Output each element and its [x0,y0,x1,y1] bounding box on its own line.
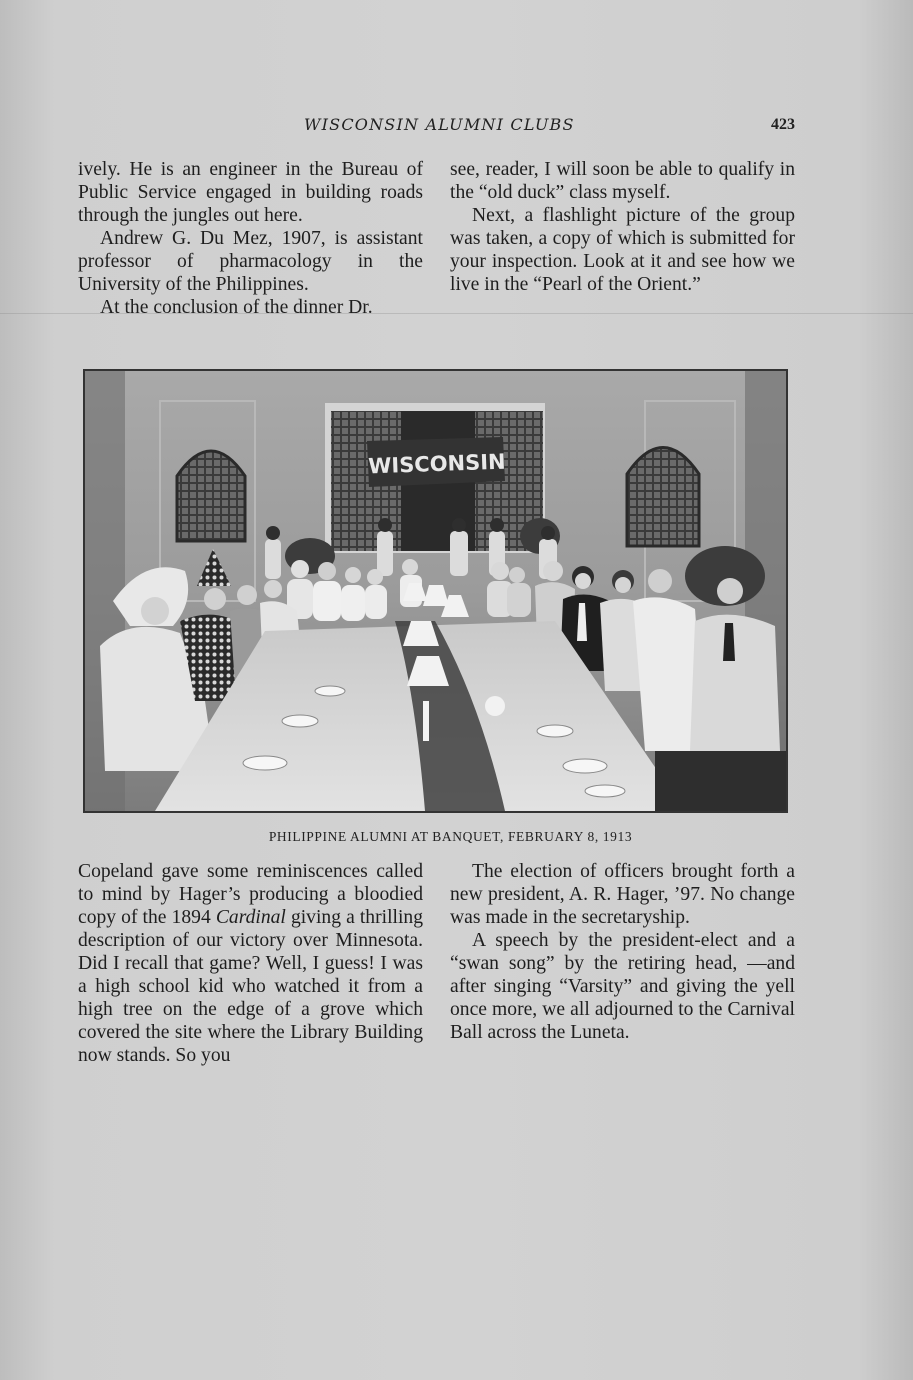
running-title: WISCONSIN ALUMNI CLUBS [304,115,575,134]
paragraph: Andrew G. Du Mez, 1907, is assistant professor of pharmacology in the University of the Philippines. [78,228,423,295]
column-top-left [78,158,423,319]
banner-text: WISCONSIN [367,449,507,479]
column-bottom-left [78,860,423,1067]
column-bottom-right [450,860,795,1044]
paragraph: ively. He is an engineer in the Bureau of Public Service engaged in building roads through the jungles out here. [78,159,423,226]
banquet-photograph [83,369,788,813]
paragraph: At the conclusion of the dinner Dr. [100,297,373,318]
page-header [0,115,913,137]
paragraph [78,860,423,1067]
paragraph: The election of officers brought forth a new president, A. R. Hager, ’97. No change was made in the secretaryship. [450,861,795,928]
text-run: Copeland gave some reminiscences called to mind by Hager’s producing a bloodied copy of the 1894 [78,861,423,928]
page-number: 423 [771,116,795,133]
paragraph: Next, a flashlight picture of the group was taken, a copy of which is submitted for your inspection. Look at it and see how we live in the “Pearl of the Orient.” [450,205,795,295]
paragraph: see, reader, I will soon be able to qualify in the “old duck” class myself. [450,159,795,203]
column-top-right [450,158,795,296]
text-run: giving a thrilling description of our victory over Minnesota. Did I recall that game? Well, I guess! I was a high school kid who watched it from a high tree on the edge of a grove which covered the site where the Library Building now stands. So you [78,907,423,1066]
caption-text: PHILIPPINE ALUMNI AT BANQUET, FEBRUARY 8, 1913 [268,829,633,844]
publication-title: Cardinal [215,907,286,928]
paragraph: A speech by the president-elect and a “swan song” by the retiring head, —and after singing “Varsity” and giving the yell once more, we all adjourned to the Carnival Ball across the Luneta. [450,930,795,1043]
photo-caption [0,829,913,845]
